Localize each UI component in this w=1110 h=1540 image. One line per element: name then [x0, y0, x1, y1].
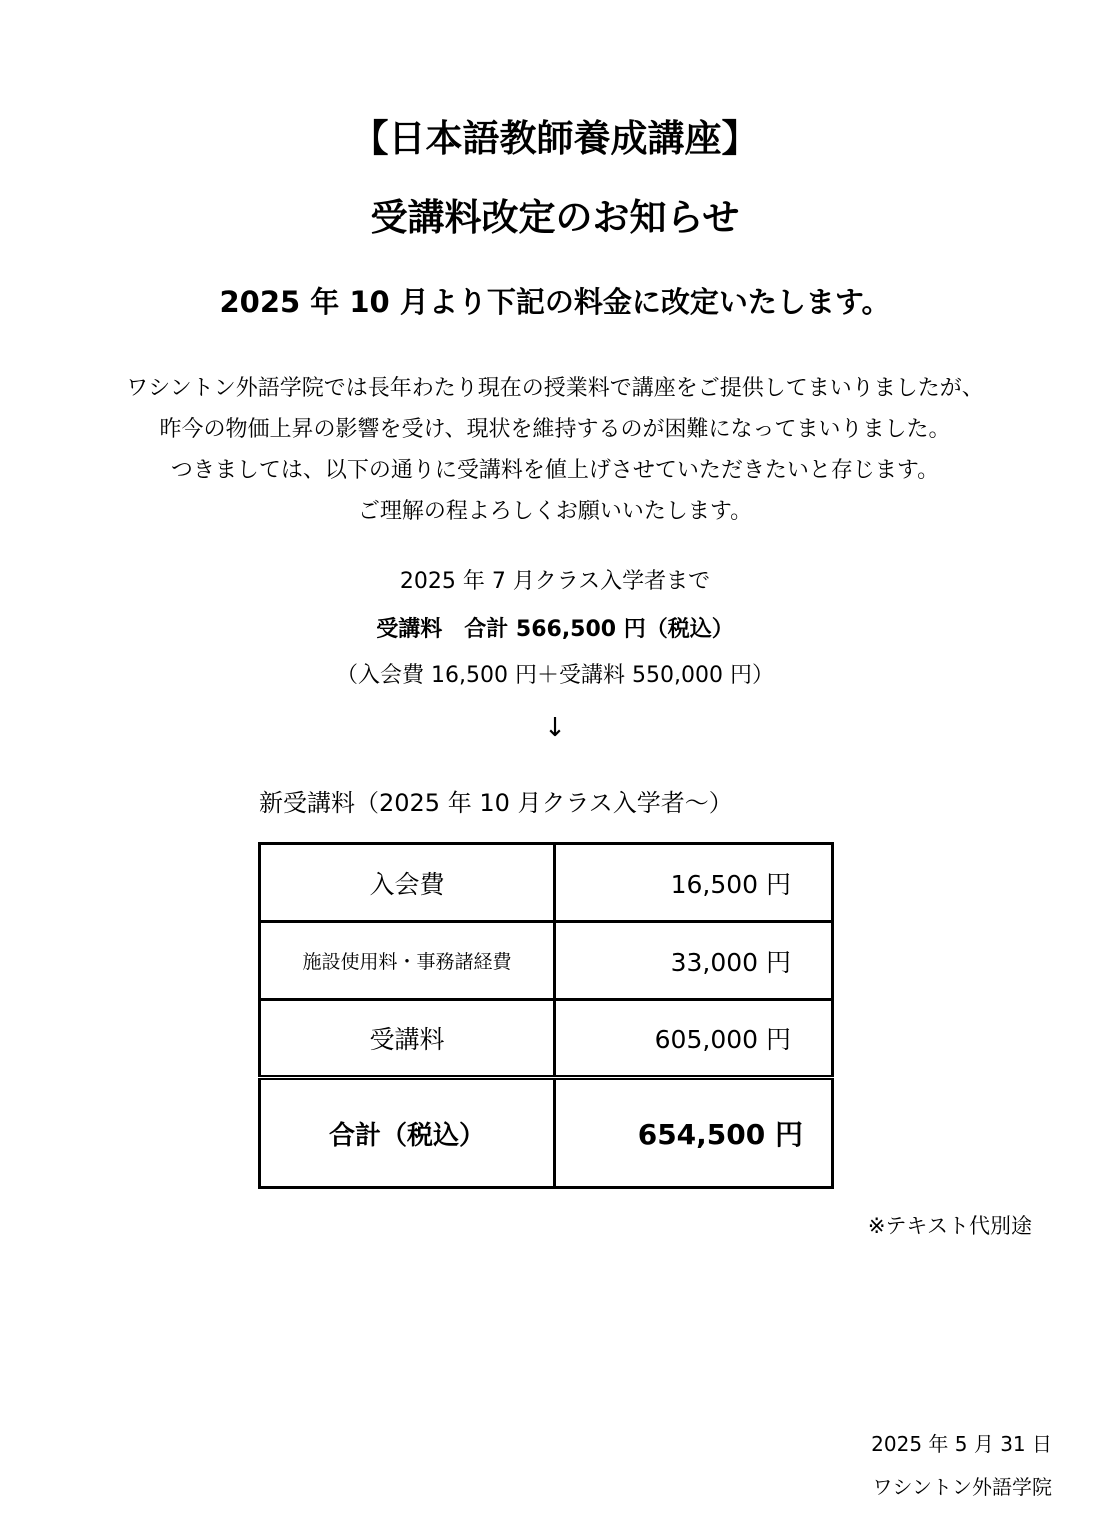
fee-name-cell: 入会費 [260, 844, 555, 922]
old-fee-breakdown: （入会費 16,500 円＋受講料 550,000 円） [336, 663, 774, 688]
old-fee-total: 受講料 合計 566,500 円（税込） [376, 617, 734, 642]
total-row [260, 1078, 833, 1188]
new-fee-label: 新受講料（2025 年 10 月クラス入学者～） [259, 789, 733, 817]
fee-value-cell: 33,000 円 [555, 922, 833, 1000]
old-fee-label: 2025 年 7 月クラス入学者まで [399, 569, 711, 594]
down-arrow-icon: ↓ [544, 713, 566, 743]
fee-name-cell: 受講料 [260, 1000, 555, 1078]
paragraph-line: つきましては、以下の通りに受講料を値上げさせていただきたいと存じます。 [170, 458, 940, 483]
total-value-cell: 654,500 円 [555, 1078, 833, 1188]
fee-value-cell: 16,500 円 [555, 844, 833, 922]
table-row [260, 1000, 833, 1078]
paragraph-line: 昨今の物価上昇の影響を受け、現状を維持するのが困難になってまいりました。 [159, 417, 951, 442]
issue-date: 2025 年 5 月 31 日 [871, 1432, 1052, 1456]
title-line-1: 【日本語教師養成講座】 [351, 117, 759, 160]
paragraph-line: ご理解の程よろしくお願いいたします。 [357, 499, 753, 524]
table-row [260, 844, 833, 922]
total-name-cell: 合計（税込） [260, 1078, 555, 1188]
fee-value-cell: 605,000 円 [555, 1000, 833, 1078]
textbook-note: ※テキスト代別途 [867, 1214, 1032, 1238]
organization-name: ワシントン外語学院 [872, 1475, 1052, 1499]
paragraph-line: ワシントン外語学院では長年わたり現在の授業料で講座をご提供してまいりましたが、 [126, 376, 984, 401]
title-line-2: 受講料改定のお知らせ [370, 196, 740, 239]
fee-name-cell: 施設使用料・事務諸経費 [260, 922, 555, 1000]
new-fee-table [258, 842, 834, 1189]
subtitle: 2025 年 10 月より下記の料金に改定いたします。 [219, 285, 891, 319]
table-row [260, 922, 833, 1000]
announcement-paragraph [0, 368, 1110, 532]
